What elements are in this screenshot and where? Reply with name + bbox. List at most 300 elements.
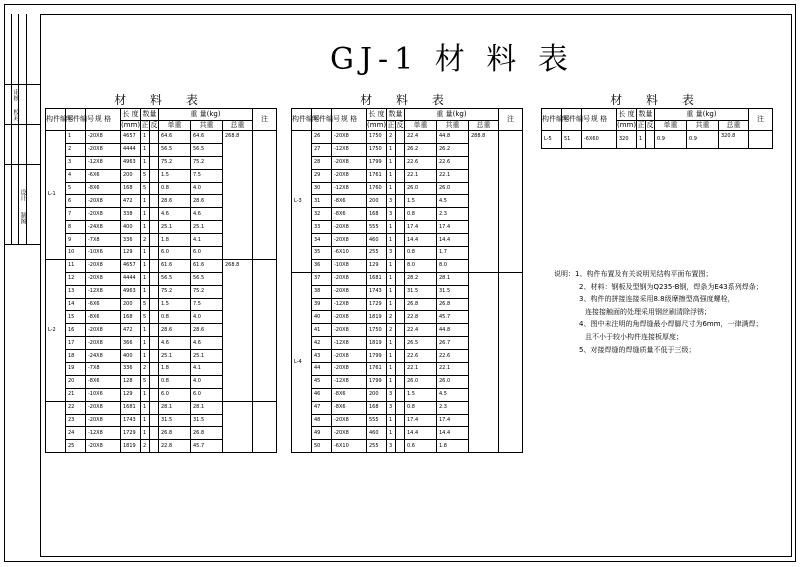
qty-pos-cell: 1 <box>141 337 150 350</box>
length-cell: 336 <box>121 234 141 247</box>
spec-cell: -20X8 <box>332 221 367 234</box>
sum-weight-cell: 6.0 <box>191 388 223 401</box>
part-no-cell: 34 <box>312 234 332 247</box>
qty-pos-cell: 1 <box>387 350 396 363</box>
note-line: 2、材料：钢板及型钢为Q235-B钢，焊条为E43系列焊条； <box>579 282 763 291</box>
spec-cell: -8X6 <box>332 208 367 221</box>
sum-weight-cell: 25.1 <box>191 350 223 363</box>
sum-weight-cell: 1.7 <box>437 247 469 260</box>
sum-weight-cell: 6.0 <box>191 247 223 260</box>
material-table-3 <box>541 92 773 149</box>
qty-neg-cell <box>396 337 405 350</box>
qty-pos-cell: 1 <box>387 375 396 388</box>
unit-weight-cell: 56.5 <box>159 272 191 285</box>
length-cell: 1681 <box>121 401 141 414</box>
qty-pos-cell: 1 <box>387 285 396 298</box>
qty-neg-cell <box>396 156 405 169</box>
qty-neg-cell <box>396 131 405 144</box>
part-no-cell: 19 <box>66 363 86 376</box>
header-member-no: 构件编号 <box>542 109 562 131</box>
qty-pos-cell: 1 <box>387 414 396 427</box>
length-cell: 366 <box>121 337 141 350</box>
strip-label: 制图 <box>19 212 26 224</box>
header-sum-wt: 共重 <box>687 121 719 131</box>
length-cell: 1799 <box>367 375 387 388</box>
unit-weight-cell: 22.8 <box>159 440 191 453</box>
qty-neg-cell <box>150 143 159 156</box>
sum-weight-cell: 7.5 <box>191 298 223 311</box>
unit-weight-cell: 0.8 <box>159 375 191 388</box>
header-unit-wt: 单重 <box>159 121 191 131</box>
sum-weight-cell: 4.5 <box>437 195 469 208</box>
length-cell: 200 <box>121 169 141 182</box>
spec-cell: -20X8 <box>332 169 367 182</box>
part-no-cell: 8 <box>66 221 86 234</box>
qty-pos-cell: 5 <box>141 311 150 324</box>
qty-pos-cell: 5 <box>141 298 150 311</box>
length-cell: 1750 <box>367 131 387 144</box>
table-title: 材 料 表 <box>542 92 773 109</box>
header-total-wt: 总重 <box>223 121 253 131</box>
unit-weight-cell: 0.8 <box>405 208 437 221</box>
total-weight-cell: 288.8 <box>469 131 499 273</box>
part-no-cell: 39 <box>312 298 332 311</box>
unit-weight-cell: 26.0 <box>405 375 437 388</box>
header-total-wt: 总重 <box>719 121 749 131</box>
qty-neg-cell <box>150 195 159 208</box>
spec-cell: -6X10 <box>332 247 367 260</box>
qty-neg-cell <box>150 324 159 337</box>
length-cell: 1760 <box>367 182 387 195</box>
sum-weight-cell: 17.4 <box>437 414 469 427</box>
sum-weight-cell: 28.6 <box>191 195 223 208</box>
part-no-cell: 28 <box>312 156 332 169</box>
part-no-cell: 21 <box>66 388 86 401</box>
header-member-no: 构件编号 <box>292 109 312 131</box>
part-no-cell: 25 <box>66 440 86 453</box>
length-cell: 555 <box>367 414 387 427</box>
unit-weight-cell: 4.6 <box>159 208 191 221</box>
part-no-cell: 41 <box>312 324 332 337</box>
unit-weight-cell: 26.5 <box>405 337 437 350</box>
unit-weight-cell: 25.1 <box>159 221 191 234</box>
qty-pos-cell: 2 <box>387 131 396 144</box>
sum-weight-cell: 2.3 <box>437 401 469 414</box>
header-row <box>46 109 277 121</box>
length-cell: 200 <box>367 195 387 208</box>
header-length: 长 度 <box>367 109 387 121</box>
part-no-cell: 2 <box>66 143 86 156</box>
spec-cell: -24X8 <box>86 350 121 363</box>
unit-weight-cell: 4.6 <box>159 337 191 350</box>
length-cell: 255 <box>367 247 387 260</box>
qty-pos-cell: 3 <box>387 208 396 221</box>
spec-cell: -8X6 <box>86 182 121 195</box>
spec-cell: -24X8 <box>86 221 121 234</box>
unit-weight-cell: 17.4 <box>405 221 437 234</box>
length-cell: 1761 <box>367 363 387 376</box>
sum-weight-cell: 4.1 <box>191 363 223 376</box>
qty-neg-cell <box>150 298 159 311</box>
note-line: 4、图中未注明的角焊缝最小焊脚尺寸为6mm，一律满焊； <box>579 320 763 329</box>
length-cell: 200 <box>121 298 141 311</box>
note-cell <box>499 131 523 273</box>
length-cell: 1750 <box>367 324 387 337</box>
qty-pos-cell: 1 <box>141 131 150 144</box>
spec-cell: -7X8 <box>86 363 121 376</box>
unit-weight-cell: 64.6 <box>159 131 191 144</box>
length-cell: 320 <box>617 131 637 149</box>
length-cell: 4657 <box>121 259 141 272</box>
unit-weight-cell: 25.1 <box>159 350 191 363</box>
spec-cell: -10X6 <box>86 247 121 260</box>
qty-neg-cell <box>396 414 405 427</box>
part-no-cell: 9 <box>66 234 86 247</box>
unit-weight-cell: 14.4 <box>405 234 437 247</box>
spec-cell: -7X8 <box>86 234 121 247</box>
sum-weight-cell: 31.5 <box>191 414 223 427</box>
sum-weight-cell: 4.0 <box>191 375 223 388</box>
length-cell: 168 <box>367 208 387 221</box>
note-cell <box>499 272 523 452</box>
qty-pos-cell: 3 <box>387 401 396 414</box>
qty-pos-cell: 1 <box>387 221 396 234</box>
sum-weight-cell: 1.8 <box>437 440 469 453</box>
length-cell: 1743 <box>121 414 141 427</box>
header-length: 长 度 <box>617 109 637 121</box>
length-cell: 4444 <box>121 143 141 156</box>
qty-pos-cell: 1 <box>141 350 150 363</box>
part-no-cell: 14 <box>66 298 86 311</box>
spec-cell: -6X6 <box>86 298 121 311</box>
spec-cell: -20X8 <box>332 350 367 363</box>
length-cell: 4963 <box>121 285 141 298</box>
header-weight: 重 量(kg) <box>405 109 499 121</box>
sum-weight-cell: 17.4 <box>437 221 469 234</box>
unit-weight-cell: 31.5 <box>159 414 191 427</box>
spec-cell: -20X8 <box>86 208 121 221</box>
qty-neg-cell <box>396 195 405 208</box>
qty-pos-cell: 5 <box>141 375 150 388</box>
spec-cell: -20X8 <box>332 285 367 298</box>
qty-neg-cell <box>150 337 159 350</box>
sum-weight-cell: 22.1 <box>437 169 469 182</box>
qty-neg-cell <box>150 208 159 221</box>
part-no-cell: 16 <box>66 324 86 337</box>
sum-weight-cell: 8.0 <box>437 259 469 272</box>
length-cell: 1819 <box>121 440 141 453</box>
spec-cell: -20X8 <box>86 272 121 285</box>
qty-neg-cell <box>396 298 405 311</box>
note-line: 连接接触面的处理采用钢丝刷清除浮锈； <box>585 307 711 316</box>
part-no-cell: 49 <box>312 427 332 440</box>
length-cell: 129 <box>367 259 387 272</box>
unit-weight-cell: 14.4 <box>405 427 437 440</box>
qty-pos-cell: 1 <box>141 259 150 272</box>
spec-cell: -12X8 <box>332 182 367 195</box>
qty-neg-cell <box>396 375 405 388</box>
qty-neg-cell <box>150 156 159 169</box>
header-spec: 规 格 <box>332 109 367 131</box>
qty-neg-cell <box>150 375 159 388</box>
qty-pos-cell: 1 <box>387 337 396 350</box>
strip-label: 校对 <box>12 109 19 121</box>
unit-weight-cell: 28.6 <box>159 195 191 208</box>
table-row <box>292 272 523 285</box>
sum-weight-cell: 56.5 <box>191 143 223 156</box>
sum-weight-cell: 56.5 <box>191 272 223 285</box>
spec-cell: -20X8 <box>332 427 367 440</box>
strip-label: 设计 <box>19 189 26 201</box>
part-no-cell: 47 <box>312 401 332 414</box>
unit-weight-cell: 22.1 <box>405 169 437 182</box>
table-title: 材 料 表 <box>292 92 523 109</box>
unit-weight-cell: 22.1 <box>405 363 437 376</box>
part-no-cell: 44 <box>312 363 332 376</box>
spec-cell: -10X6 <box>86 388 121 401</box>
qty-pos-cell: 1 <box>387 298 396 311</box>
spec-cell: -12X8 <box>86 156 121 169</box>
part-no-cell: 6 <box>66 195 86 208</box>
length-cell: 555 <box>367 221 387 234</box>
spec-cell: -12X8 <box>332 337 367 350</box>
header-qty-neg: 反 <box>646 121 654 129</box>
qty-neg-cell <box>150 285 159 298</box>
qty-neg-cell <box>396 311 405 324</box>
part-no-cell: 35 <box>312 247 332 260</box>
title-block-strip <box>4 14 40 555</box>
header-sum-wt: 共重 <box>191 121 223 131</box>
qty-pos-cell: 1 <box>637 131 646 149</box>
length-cell: 168 <box>121 311 141 324</box>
header-note: 注 <box>253 109 277 131</box>
unit-weight-cell: 0.8 <box>405 401 437 414</box>
notes-block <box>554 268 784 356</box>
qty-pos-cell: 3 <box>387 440 396 453</box>
length-cell: 168 <box>367 401 387 414</box>
qty-neg-cell <box>150 169 159 182</box>
header-qty: 数量 <box>141 109 159 121</box>
part-no-cell: 24 <box>66 427 86 440</box>
length-cell: 1743 <box>367 285 387 298</box>
part-no-cell: 15 <box>66 311 86 324</box>
note-line: 说明：1、构件布置及有关说明见结构平面布置图； <box>554 270 713 278</box>
unit-weight-cell: 22.6 <box>405 350 437 363</box>
qty-neg-cell <box>150 388 159 401</box>
sum-weight-cell: 2.3 <box>437 208 469 221</box>
length-cell: 472 <box>121 195 141 208</box>
qty-pos-cell: 1 <box>141 427 150 440</box>
table-row <box>542 131 773 149</box>
unit-weight-cell: 22.4 <box>405 131 437 144</box>
qty-neg-cell <box>396 440 405 453</box>
spec-cell: -20X8 <box>86 440 121 453</box>
qty-pos-cell: 1 <box>387 427 396 440</box>
sum-weight-cell: 7.5 <box>191 169 223 182</box>
qty-pos-cell: 1 <box>141 388 150 401</box>
unit-weight-cell: 26.2 <box>405 143 437 156</box>
drawing-title: GJ-1 材 料 表 <box>330 42 574 77</box>
part-no-cell: 51 <box>562 131 582 149</box>
sum-weight-cell: 26.8 <box>437 298 469 311</box>
qty-neg-cell <box>396 401 405 414</box>
header-qty-pos: 正 <box>141 121 149 129</box>
sum-weight-cell: 4.6 <box>191 337 223 350</box>
part-no-cell: 32 <box>312 208 332 221</box>
qty-neg-cell <box>396 247 405 260</box>
unit-weight-cell: 6.0 <box>159 388 191 401</box>
qty-neg-cell <box>396 208 405 221</box>
sum-weight-cell: 25.1 <box>191 221 223 234</box>
qty-neg-cell <box>396 221 405 234</box>
spec-cell: -8X6 <box>332 401 367 414</box>
qty-pos-cell: 1 <box>141 156 150 169</box>
sum-weight-cell: 14.4 <box>437 427 469 440</box>
sum-weight-cell: 4.5 <box>437 388 469 401</box>
header-qty: 数量 <box>637 109 655 121</box>
header-spec: 规 格 <box>582 109 617 131</box>
qty-neg-cell <box>150 363 159 376</box>
spec-cell: -8X6 <box>332 195 367 208</box>
sum-weight-cell: 28.6 <box>191 324 223 337</box>
qty-neg-cell <box>396 259 405 272</box>
table-row <box>292 131 523 144</box>
qty-pos-cell: 1 <box>141 285 150 298</box>
unit-weight-cell: 61.6 <box>159 259 191 272</box>
part-no-cell: 40 <box>312 311 332 324</box>
unit-weight-cell: 31.5 <box>405 285 437 298</box>
qty-neg-cell <box>396 427 405 440</box>
sum-weight-cell: 14.4 <box>437 234 469 247</box>
part-no-cell: 37 <box>312 272 332 285</box>
part-no-cell: 12 <box>66 272 86 285</box>
header-total-wt: 总重 <box>469 121 499 131</box>
note-cell <box>253 259 277 401</box>
unit-weight-cell: 1.5 <box>159 298 191 311</box>
part-no-cell: 33 <box>312 221 332 234</box>
part-no-cell: 22 <box>66 401 86 414</box>
length-cell: 4444 <box>121 272 141 285</box>
unit-weight-cell: 0.8 <box>159 311 191 324</box>
qty-neg-cell <box>150 414 159 427</box>
spec-cell: -20X8 <box>86 414 121 427</box>
qty-pos-cell: 1 <box>387 182 396 195</box>
unit-weight-cell: 75.2 <box>159 285 191 298</box>
part-no-cell: 36 <box>312 259 332 272</box>
sum-weight-cell: 45.7 <box>437 311 469 324</box>
part-no-cell: 46 <box>312 388 332 401</box>
unit-weight-cell: 28.2 <box>405 272 437 285</box>
spec-cell: -20X8 <box>86 259 121 272</box>
length-cell: 4657 <box>121 131 141 144</box>
part-no-cell: 30 <box>312 182 332 195</box>
length-cell: 460 <box>367 427 387 440</box>
note-line: 3、构件的拼接连接采用8.8级摩擦型高强度螺栓， <box>579 295 735 304</box>
table-row <box>46 259 277 272</box>
spec-cell: -20X8 <box>332 131 367 144</box>
part-no-cell: 10 <box>66 247 86 260</box>
spec-cell: -20X8 <box>86 401 121 414</box>
spec-cell: -8X6 <box>86 375 121 388</box>
spec-cell: -20X8 <box>332 414 367 427</box>
sum-weight-cell: 31.5 <box>437 285 469 298</box>
spec-cell: -12X8 <box>332 143 367 156</box>
length-cell: 1819 <box>367 311 387 324</box>
qty-neg-cell <box>396 350 405 363</box>
length-cell: 1729 <box>121 427 141 440</box>
unit-weight-cell: 26.8 <box>159 427 191 440</box>
header-length-unit: (mm) <box>367 121 387 129</box>
part-no-cell: 5 <box>66 182 86 195</box>
qty-neg-cell <box>396 388 405 401</box>
part-no-cell: 45 <box>312 375 332 388</box>
part-no-cell: 31 <box>312 195 332 208</box>
table-title-row <box>292 92 523 109</box>
qty-neg-cell <box>150 131 159 144</box>
qty-pos-cell: 2 <box>141 234 150 247</box>
spec-cell: -12X8 <box>332 298 367 311</box>
unit-weight-cell: 1.5 <box>159 169 191 182</box>
length-cell: 460 <box>367 234 387 247</box>
sum-weight-cell: 26.7 <box>437 337 469 350</box>
table-row <box>46 131 277 144</box>
sum-weight-cell: 22.1 <box>437 363 469 376</box>
part-no-cell: 43 <box>312 350 332 363</box>
spec-cell: -10X8 <box>332 259 367 272</box>
spec-cell: -20X8 <box>332 272 367 285</box>
qty-neg-cell <box>150 440 159 453</box>
part-no-cell: 42 <box>312 337 332 350</box>
qty-pos-cell: 1 <box>141 401 150 414</box>
sum-weight-cell: 28.1 <box>437 272 469 285</box>
length-cell: 1729 <box>367 298 387 311</box>
spec-cell: -20X8 <box>332 156 367 169</box>
member-no-cell: L-5 <box>542 131 562 149</box>
qty-pos-cell: 1 <box>141 221 150 234</box>
header-part-no: 零件编号 <box>312 109 332 131</box>
qty-neg-cell <box>150 259 159 272</box>
spec-cell: -6X10 <box>332 440 367 453</box>
qty-neg-cell <box>396 143 405 156</box>
qty-pos-cell: 1 <box>141 143 150 156</box>
qty-neg-cell <box>150 221 159 234</box>
sum-weight-cell: 45.7 <box>191 440 223 453</box>
length-cell: 128 <box>121 375 141 388</box>
unit-weight-cell: 1.8 <box>159 234 191 247</box>
header-row <box>542 109 773 121</box>
part-no-cell: 1 <box>66 131 86 144</box>
qty-pos-cell: 1 <box>141 414 150 427</box>
unit-weight-cell: 0.6 <box>405 440 437 453</box>
qty-pos-cell: 1 <box>141 208 150 221</box>
spec-cell: -8X6 <box>332 388 367 401</box>
spec-cell: -20X8 <box>332 311 367 324</box>
part-no-cell: 38 <box>312 285 332 298</box>
qty-pos-cell: 1 <box>387 169 396 182</box>
sum-weight-cell: 0.9 <box>687 131 719 149</box>
qty-neg-cell <box>150 247 159 260</box>
qty-neg-cell <box>150 427 159 440</box>
qty-pos-cell: 1 <box>141 324 150 337</box>
part-no-cell: 23 <box>66 414 86 427</box>
qty-pos-cell: 1 <box>141 195 150 208</box>
part-no-cell: 3 <box>66 156 86 169</box>
member-no-cell: L-3 <box>292 131 312 273</box>
spec-cell: -20X8 <box>86 143 121 156</box>
length-cell: 1761 <box>367 169 387 182</box>
sum-weight-cell: 26.0 <box>437 182 469 195</box>
unit-weight-cell: 1.5 <box>405 195 437 208</box>
